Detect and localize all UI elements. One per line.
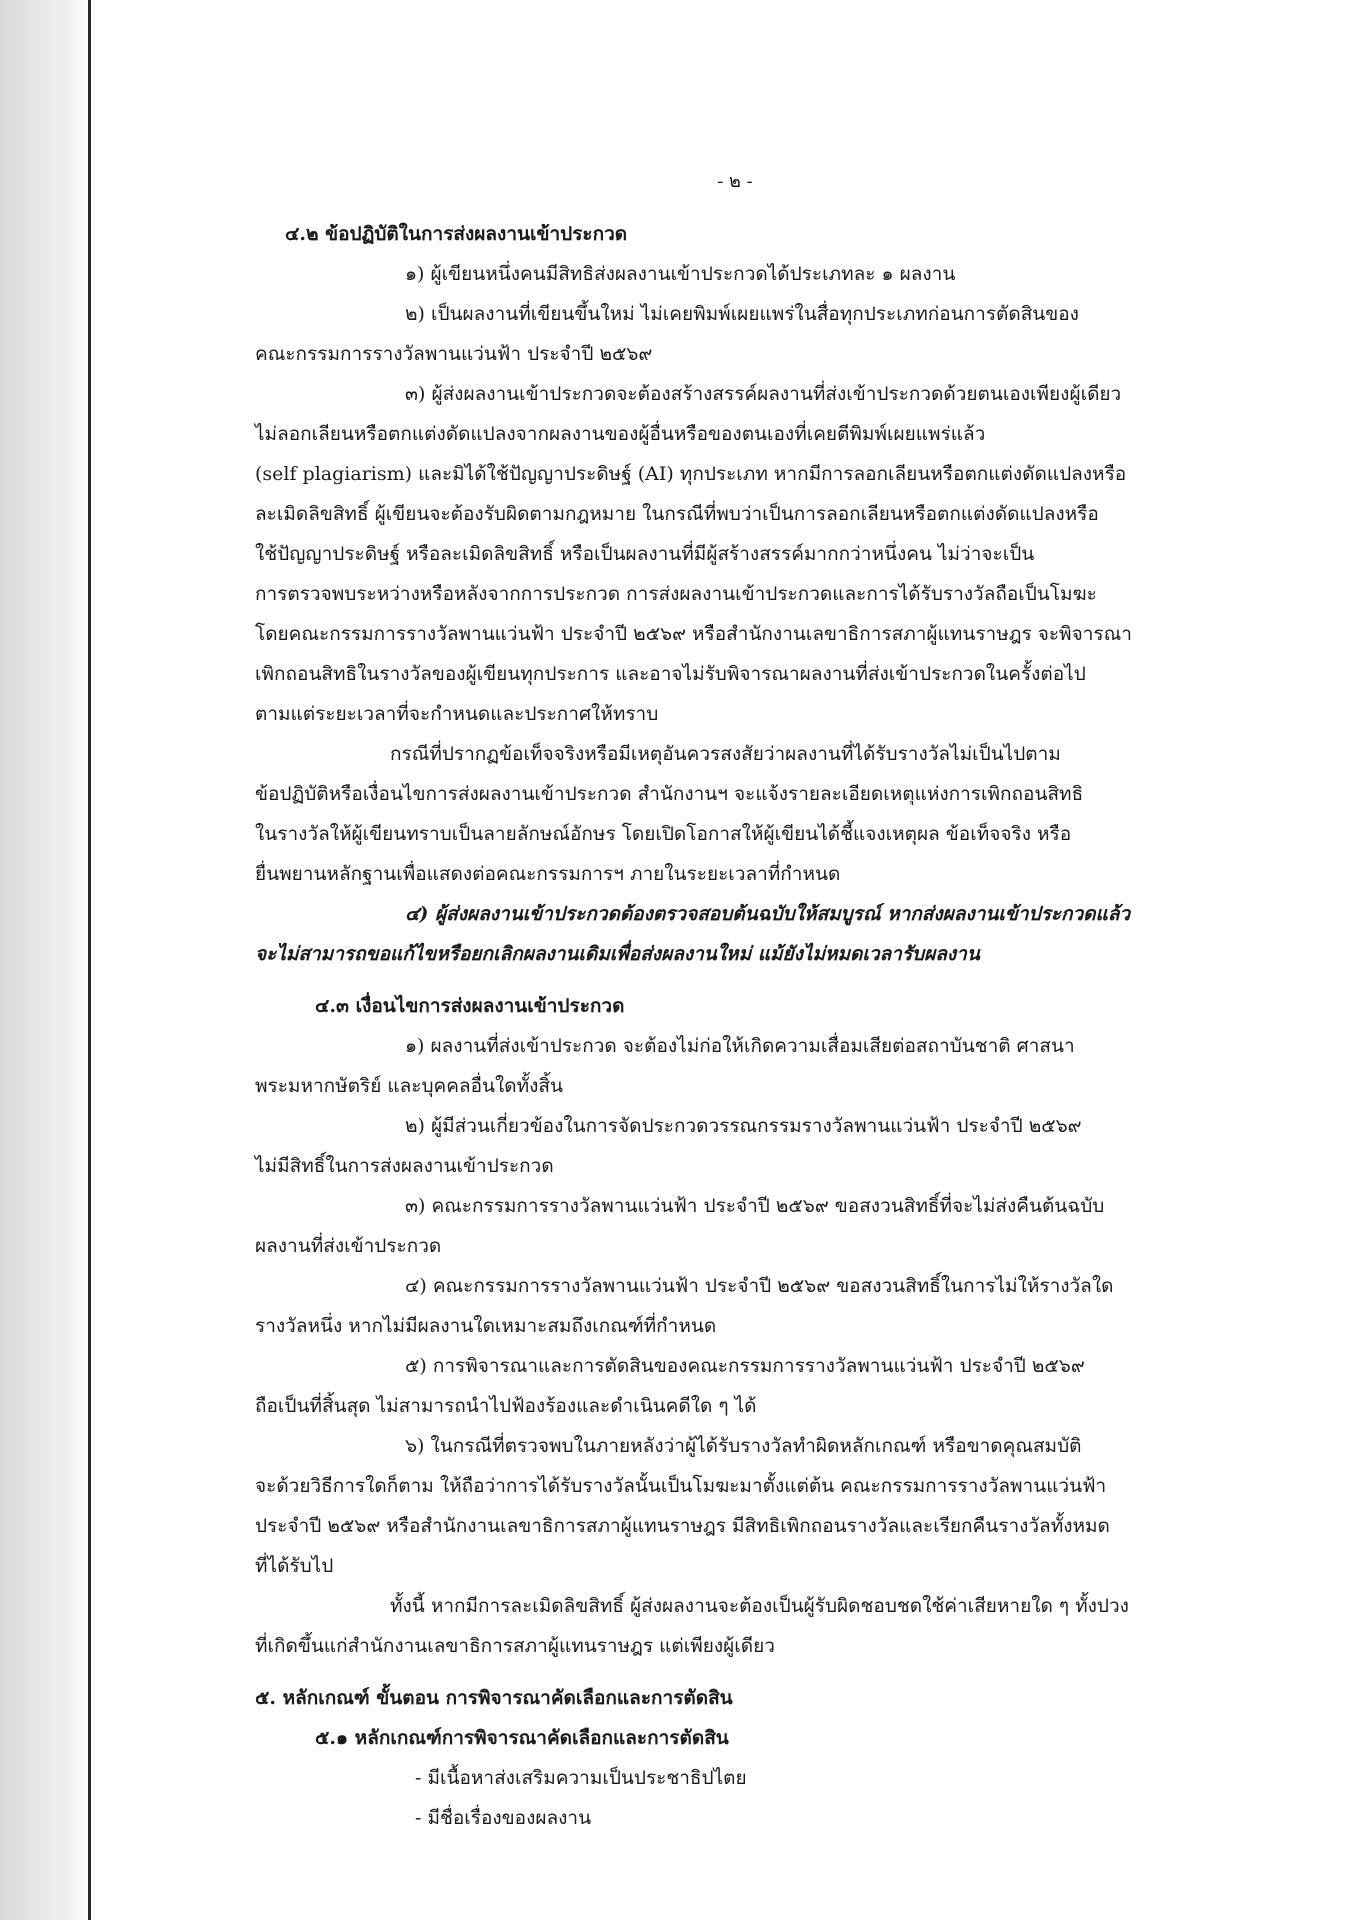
paragraph-line: ข้อปฏิบัติหรือเงื่อนไขการส่งผลงานเข้าประกวด สำนักงานฯ จะแจ้งรายละเอียดเหตุแห่งการเพิกถอนสิทธิ bbox=[255, 783, 1084, 805]
paragraph-line: ไม่มีสิทธิ์ในการส่งผลงานเข้าประกวด bbox=[255, 1155, 554, 1177]
paragraph-line: ๖) ในกรณีที่ตรวจพบในภายหลังว่าผู้ได้รับรางวัลทำผิดหลักเกณฑ์ หรือขาดคุณสมบัติ bbox=[405, 1435, 1082, 1457]
paragraph-line: ๕) การพิจารณาและการตัดสินของคณะกรรมการรางวัลพานแว่นฟ้า ประจำปี ๒๕๖๙ bbox=[405, 1355, 1085, 1377]
section-heading-4-3: ๔.๓ เงื่อนไขการส่งผลงานเข้าประกวด bbox=[315, 995, 625, 1017]
paragraph-line: การตรวจพบระหว่างหรือหลังจากการประกวด การส่งผลงานเข้าประกวดและการได้รับรางวัลถือเป็นโมฆะ bbox=[255, 583, 1097, 605]
paragraph-line: ๓) คณะกรรมการรางวัลพานแว่นฟ้า ประจำปี ๒๕๖๙ ขอสงวนสิทธิ์ที่จะไม่ส่งคืนต้นฉบับ bbox=[405, 1195, 1105, 1217]
paragraph-line: กรณีที่ปรากฏข้อเท็จจริงหรือมีเหตุอันควรสงสัยว่าผลงานที่ได้รับรางวัลไม่เป็นไปตาม bbox=[390, 743, 1061, 765]
document-body bbox=[255, 214, 1215, 1838]
paragraph-line: ยื่นพยานหลักฐานเพื่อแสดงต่อคณะกรรมการฯ ภายในระยะเวลาที่กำหนด bbox=[255, 863, 841, 885]
paragraph-line: คณะกรรมการรางวัลพานแว่นฟ้า ประจำปี ๒๕๖๙ bbox=[255, 343, 653, 365]
paragraph-line: ละเมิดลิขสิทธิ์ ผู้เขียนจะต้องรับผิดตามกฎหมาย ในกรณีที่พบว่าเป็นการลอกเลียนหรือตกแต่งดัดแปลงหรือ bbox=[255, 503, 1099, 525]
paragraph-line: เพิกถอนสิทธิในรางวัลของผู้เขียนทุกประการ และอาจไม่รับพิจารณาผลงานที่ส่งเข้าประกวดในครั้งต่อไป bbox=[255, 663, 1086, 685]
paragraph-line: ใช้ปัญญาประดิษฐ์ หรือละเมิดลิขสิทธิ์ หรือเป็นผลงานที่มีผู้สร้างสรรค์มากกว่าหนึ่งคน ไม่ว่าจะเป็น bbox=[255, 543, 1035, 565]
paragraph-line: (self plagiarism) และมิได้ใช้ปัญญาประดิษฐ์ (AI) ทุกประเภท หากมีการลอกเลียนหรือตกแต่งดัดแปลงหรือ bbox=[255, 463, 1127, 485]
section-heading-5-1: ๕.๑ หลักเกณฑ์การพิจารณาคัดเลือกและการตัดสิน bbox=[315, 1727, 729, 1749]
emphasis-line: ๔) ผู้ส่งผลงานเข้าประกวดต้องตรวจสอบต้นฉบับให้สมบูรณ์ หากส่งผลงานเข้าประกวดแล้ว bbox=[405, 903, 1131, 925]
paragraph-line: โดยคณะกรรมการรางวัลพานแว่นฟ้า ประจำปี ๒๕๖๙ หรือสำนักงานเลขาธิการสภาผู้แทนราษฎร จะพิจารณา bbox=[255, 623, 1132, 645]
paragraph-line: ทั้งนี้ หากมีการละเมิดลิขสิทธิ์ ผู้ส่งผลงานจะต้องเป็นผู้รับผิดชอบชดใช้ค่าเสียหายใด ๆ ทั้งปวง bbox=[390, 1595, 1129, 1617]
paragraph-line: ถือเป็นที่สิ้นสุด ไม่สามารถนำไปฟ้องร้องและดำเนินคดีใด ๆ ได้ bbox=[255, 1395, 757, 1417]
emphasis-line: จะไม่สามารถขอแก้ไขหรือยกเลิกผลงานเดิมเพื่อส่งผลงานใหม่ แม้ยังไม่หมดเวลารับผลงาน bbox=[255, 943, 980, 965]
paragraph-line: ประจำปี ๒๕๖๙ หรือสำนักงานเลขาธิการสภาผู้แทนราษฎร มีสิทธิเพิกถอนรางวัลและเรียกคืนรางวัลทั้งหมด bbox=[255, 1515, 1110, 1537]
paragraph-line: ที่เกิดขึ้นแก่สำนักงานเลขาธิการสภาผู้แทนราษฎร แต่เพียงผู้เดียว bbox=[255, 1635, 775, 1657]
paragraph-line: ๑) ผู้เขียนหนึ่งคนมีสิทธิส่งผลงานเข้าประกวดได้ประเภทละ ๑ ผลงาน bbox=[405, 263, 956, 285]
document-page bbox=[255, 0, 1215, 1920]
scan-left-shadow bbox=[0, 0, 90, 1920]
paragraph-line: จะด้วยวิธีการใดก็ตาม ให้ถือว่าการได้รับรางวัลนั้นเป็นโมฆะมาตั้งแต่ต้น คณะกรรมการรางวัลพานแว่นฟ้า bbox=[255, 1475, 1107, 1497]
bullet-item: - มีเนื้อหาส่งเสริมความเป็นประชาธิปไตย bbox=[415, 1767, 747, 1789]
paragraph-line: ผลงานที่ส่งเข้าประกวด bbox=[255, 1235, 442, 1257]
paragraph-line: ตามแต่ระยะเวลาที่จะกำหนดและประกาศให้ทราบ bbox=[255, 703, 659, 725]
bullet-item: - มีชื่อเรื่องของผลงาน bbox=[415, 1807, 592, 1829]
paragraph-line: ๒) เป็นผลงานที่เขียนขึ้นใหม่ ไม่เคยพิมพ์เผยแพร่ในสื่อทุกประเภทก่อนการตัดสินของ bbox=[405, 303, 1079, 325]
paragraph-line: รางวัลหนึ่ง หากไม่มีผลงานใดเหมาะสมถึงเกณฑ์ที่กำหนด bbox=[255, 1315, 717, 1337]
paragraph-line: ๔) คณะกรรมการรางวัลพานแว่นฟ้า ประจำปี ๒๕๖๙ ขอสงวนสิทธิ์ในการไม่ให้รางวัลใด bbox=[405, 1275, 1114, 1297]
scan-left-border bbox=[88, 0, 91, 1920]
paragraph-line: ที่ได้รับไป bbox=[255, 1555, 334, 1577]
section-heading-4-2: ๔.๒ ข้อปฏิบัติในการส่งผลงานเข้าประกวด bbox=[285, 223, 628, 245]
page-number: - ๒ - bbox=[717, 171, 753, 192]
paragraph-line: ๑) ผลงานที่ส่งเข้าประกวด จะต้องไม่ก่อให้เกิดความเสื่อมเสียต่อสถาบันชาติ ศาสนา bbox=[405, 1035, 1075, 1057]
paragraph-line: ๓) ผู้ส่งผลงานเข้าประกวดจะต้องสร้างสรรค์ผลงานที่ส่งเข้าประกวดด้วยตนเองเพียงผู้เดียว bbox=[405, 383, 1122, 405]
paragraph-line: ในรางวัลให้ผู้เขียนทราบเป็นลายลักษณ์อักษร โดยเปิดโอกาสให้ผู้เขียนได้ชี้แจงเหตุผล ข้อเท็จจริง หรือ bbox=[255, 823, 1072, 845]
paragraph-line: ไม่ลอกเลียนหรือตกแต่งดัดแปลงจากผลงานของผู้อื่นหรือของตนเองที่เคยตีพิมพ์เผยแพร่แล้ว bbox=[255, 423, 986, 445]
section-heading-5: ๕. หลักเกณฑ์ ขั้นตอน การพิจารณาคัดเลือกและการตัดสิน bbox=[255, 1687, 733, 1709]
paragraph-line: พระมหากษัตริย์ และบุคคลอื่นใดทั้งสิ้น bbox=[255, 1075, 564, 1097]
paragraph-line: ๒) ผู้มีส่วนเกี่ยวข้องในการจัดประกวดวรรณกรรมรางวัลพานแว่นฟ้า ประจำปี ๒๕๖๙ bbox=[405, 1115, 1082, 1137]
